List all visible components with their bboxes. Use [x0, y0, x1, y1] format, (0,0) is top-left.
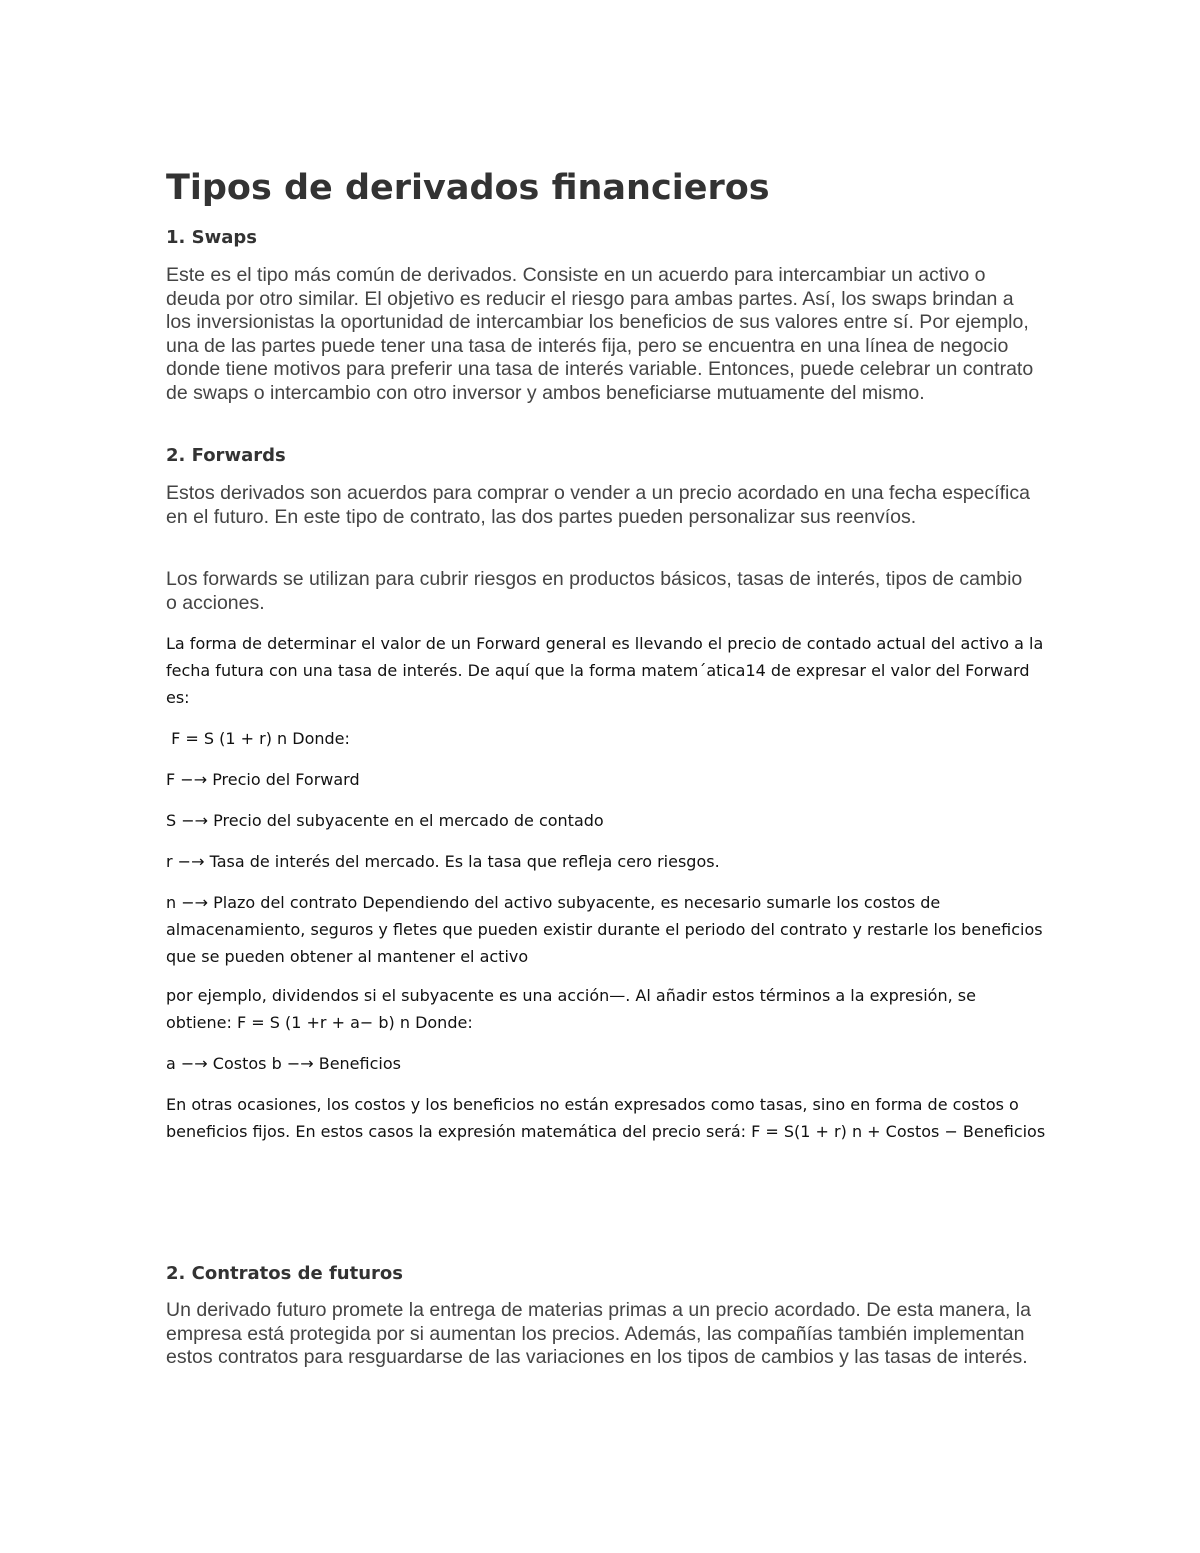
- forward-formula: F = S (1 + r) n Donde:: [166, 729, 350, 748]
- forwards-paragraph-2: Los forwards se utilizan para cubrir riesgos en productos básicos, tasas de interés, tipos de cambio o acciones.: [166, 568, 1023, 614]
- futures-paragraph: Un derivado futuro promete la entrega de materias primas a un precio acordado. De esta manera, la empresa está protegida por si aumentan los precios. Además, las compañías también implementan estos contratos para resguardarse de las variaciones en los tipos de cambios y las tasas de interés.: [166, 1299, 1031, 1369]
- section-heading-futures: 2. Contratos de futuros: [166, 1263, 403, 1284]
- section-heading-swaps: 1. Swaps: [166, 227, 257, 248]
- document-title: Tipos de derivados financieros: [166, 168, 770, 208]
- definition-n: n −→ Plazo del contrato Dependiendo del activo subyacente, es necesario sumarle los costos de almacenamiento, seguros y fletes que pueden existir durante el periodo del contrato y restarle los beneficios que se pueden obtener al mantener el activo: [166, 893, 1043, 966]
- forwards-paragraph-1: Estos derivados son acuerdos para comprar o vender a un precio acordado en una fecha específica en el futuro. En este tipo de contrato, las dos partes pueden personalizar sus reenvíos.: [166, 482, 1030, 528]
- section-heading-forwards: 2. Forwards: [166, 445, 286, 466]
- definition-f: F −→ Precio del Forward: [166, 770, 360, 789]
- forward-formula-intro: La forma de determinar el valor de un Forward general es llevando el precio de contado actual del activo a la fecha futura con una tasa de interés. De aquí que la forma matem´atica14 de expresar el valor del Forward es:: [166, 634, 1044, 707]
- forward-example: por ejemplo, dividendos si el subyacente es una acción—. Al añadir estos términos a la expresión, se obtiene: F = S (1 +r + a− b) n Donde:: [166, 986, 976, 1032]
- definition-r: r −→ Tasa de interés del mercado. Es la tasa que refleja cero riesgos.: [166, 852, 720, 871]
- forward-closing: En otras ocasiones, los costos y los beneficios no están expresados como tasas, sino en forma de costos o beneficios fijos. En estos casos la expresión matemática del precio será: F = S(1 + r) n + Costos − Beneficios: [166, 1095, 1046, 1141]
- definition-s: S −→ Precio del subyacente en el mercado de contado: [166, 811, 604, 830]
- swaps-paragraph: Este es el tipo más común de derivados. Consiste en un acuerdo para intercambiar un activo o deuda por otro similar. El objetivo es reducir el riesgo para ambas partes. Así, los swaps brindan a los inversionistas la oportunidad de intercambiar los beneficios de sus valores entre sí. Por ejemplo, una de las partes puede tener una tasa de interés fija, pero se encuentra en una línea de negocio donde tiene motivos para preferir una tasa de interés variable. Entonces, puede celebrar un contrato de swaps o intercambio con otro inversor y ambos beneficiarse mutuamente del mismo.: [166, 264, 1034, 404]
- definition-a-b: a −→ Costos b −→ Beneficios: [166, 1054, 401, 1073]
